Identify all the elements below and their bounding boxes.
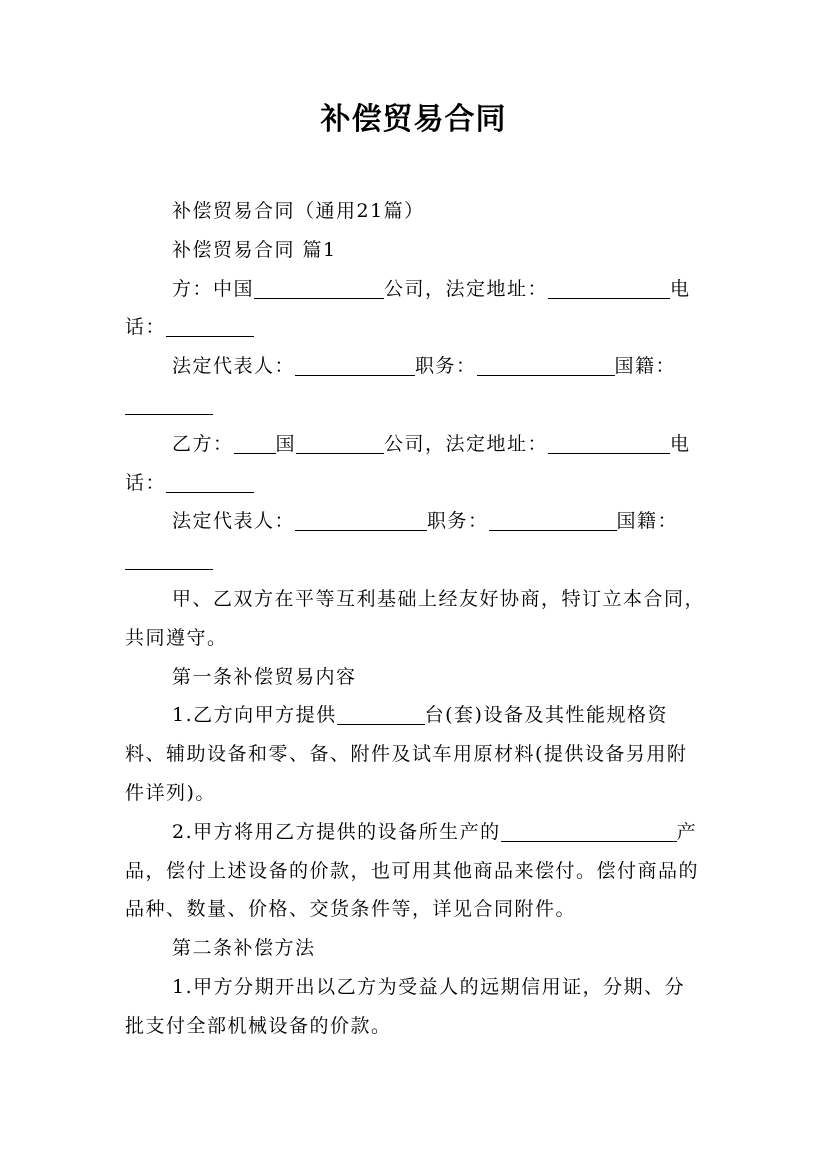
product-blank — [501, 819, 677, 842]
party-b-position-blank — [489, 508, 617, 531]
party-a-company-suffix: 公司，法定地址： — [384, 277, 549, 300]
party-a-company-blank — [254, 276, 384, 299]
party-b-country-blank — [234, 431, 276, 454]
party-a-nationality-blank — [125, 392, 213, 415]
party-a-phone-label: 电话： — [125, 277, 691, 339]
party-b-nationality-blank — [125, 547, 213, 570]
document-subtitle: 补偿贸易合同（通用21篇） — [172, 200, 425, 222]
party-b-rep-line — [125, 502, 705, 580]
equipment-count-blank — [337, 702, 425, 725]
party-a-prefix: 方：中国 — [172, 277, 255, 300]
party-a-rep-label: 法定代表人： — [172, 355, 296, 378]
article-1-heading: 第一条补偿贸易内容 — [172, 665, 357, 688]
party-a-phone-blank — [166, 314, 254, 337]
document-title: 补偿贸易合同 — [320, 102, 507, 137]
party-b-country-suffix: 国 — [275, 432, 297, 455]
party-b-prefix: 乙方： — [172, 432, 234, 455]
agreement-paragraph: 甲、乙双方在平等互利基础上经友好协商，特订立本合同，共同遵守。 — [125, 587, 706, 649]
party-a-rep-line — [125, 347, 705, 425]
party-b-rep-label: 法定代表人： — [172, 510, 296, 533]
party-a-position-label: 职务： — [415, 355, 477, 378]
party-b-address-line — [125, 425, 705, 503]
article-1-item-2-before: 2.甲方将用乙方提供的设备所生产的 — [172, 820, 501, 843]
article-2-item-1: 1.甲方分期开出以乙方为受益人的远期信用证，分期、分批支付全部机械设备的价款。 — [125, 975, 686, 1037]
party-b-phone-blank — [166, 470, 254, 493]
party-a-position-blank — [477, 353, 615, 376]
article-1-item-2-after: 产品，偿付上述设备的价款，也可用其他商品来偿付。偿付商品的品种、数量、价格、交货条件等，详见合同附件。 — [125, 820, 700, 921]
article-1-item-1-after: 台(套)设备及其性能规格资料、辅助设备和零、备、附件及试车用原材料(提供设备另用附件详列)。 — [125, 704, 688, 804]
party-a-address-blank — [548, 276, 670, 299]
party-a-rep-blank — [295, 353, 415, 376]
article-1-item-1 — [125, 696, 705, 812]
article-1-item-2 — [125, 813, 705, 929]
party-b-rep-blank — [295, 508, 427, 531]
section-heading: 补偿贸易合同 篇1 — [172, 238, 337, 261]
party-b-company-blank — [296, 431, 384, 454]
party-b-company-suffix: 公司，法定地址： — [384, 432, 549, 455]
article-2-heading: 第二条补偿方法 — [172, 937, 316, 960]
article-1-item-1-before: 1.乙方向甲方提供 — [172, 704, 337, 727]
party-a-nationality-label: 国籍： — [614, 355, 677, 378]
party-b-address-blank — [548, 431, 670, 454]
party-b-position-label: 职务： — [427, 510, 489, 533]
party-b-nationality-label: 国籍： — [616, 510, 679, 533]
party-a-address-line — [125, 270, 705, 348]
party-b-phone-label: 电话： — [125, 432, 691, 494]
document-body — [125, 192, 705, 1046]
